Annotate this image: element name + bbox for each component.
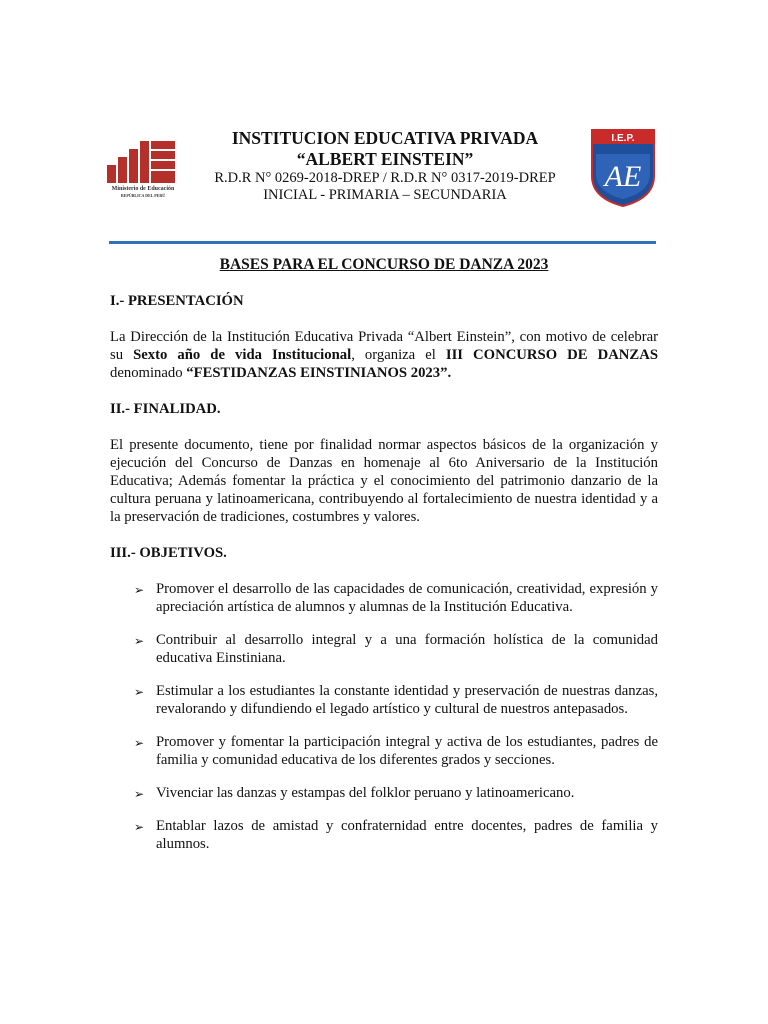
list-item bbox=[110, 733, 658, 769]
presentacion-bold-3: “FESTIDANZAS EINSTINIANOS 2023”. bbox=[186, 365, 452, 381]
resolution-numbers: R.D.R N° 0269-2018-DREP / R.D.R N° 0317-2019-DREP bbox=[214, 170, 556, 186]
objective-text: Promover y fomentar la participación integral y activa de los estudiantes, padres de familia y comunidad educativa de los diferentes grados y secciones. bbox=[156, 734, 658, 768]
objective-text: Contribuir al desarrollo integral y a una formación holística de la comunidad educativa Einstiniana. bbox=[156, 632, 658, 666]
ministry-logo-name: Ministerio de Educación bbox=[111, 186, 175, 192]
ministry-logo-country: REPÚBLICA DEL PERÚ bbox=[120, 193, 166, 198]
crest-letters: AE bbox=[604, 160, 642, 193]
school-type: INSTITUCION EDUCATIVA PRIVADA bbox=[231, 128, 539, 148]
list-item bbox=[110, 817, 658, 853]
list-item bbox=[110, 682, 658, 718]
document-body bbox=[110, 256, 658, 868]
objectives-list bbox=[110, 580, 658, 853]
crest-title: I.E.P. bbox=[611, 133, 635, 144]
list-item bbox=[110, 784, 658, 802]
ministry-of-education-logo bbox=[105, 137, 185, 199]
arrow-bullet-icon: ➢ bbox=[134, 634, 145, 648]
arrow-bullet-icon: ➢ bbox=[134, 820, 145, 834]
list-item bbox=[110, 580, 658, 616]
presentacion-paragraph bbox=[110, 328, 658, 382]
arrow-bullet-icon: ➢ bbox=[134, 736, 145, 750]
arrow-bullet-icon: ➢ bbox=[134, 787, 145, 801]
arrow-bullet-icon: ➢ bbox=[134, 685, 145, 699]
header-divider bbox=[109, 241, 656, 244]
institution-header bbox=[190, 128, 580, 204]
presentacion-text-2: , organiza el bbox=[351, 347, 446, 363]
school-name: “ALBERT EINSTEIN” bbox=[296, 149, 474, 169]
finalidad-paragraph: El presente documento, tiene por finalidad normar aspectos básicos de la organización y ejecución del Concurso de Danzas en homenaje al 6to Aniversario de la Institución Educativa; Además fomentar la práctica y el conocimiento del patrimonio danzario de la cultura peruana y latinoamericana, contribuyendo al fortalecimiento de nuestra identidad y a la preservación de tradiciones, costumbres y valores. bbox=[110, 437, 658, 525]
objective-text: Vivenciar las danzas y estampas del folklor peruano y latinoamericano. bbox=[156, 785, 575, 801]
presentacion-text-1: La Dirección de la Institución Educativa Privada “Albert Einstein”, con motivo de celebrar su bbox=[110, 329, 658, 363]
document-title: BASES PARA EL CONCURSO DE DANZA 2023 bbox=[219, 256, 549, 273]
arrow-bullet-icon: ➢ bbox=[134, 583, 145, 597]
list-item bbox=[110, 631, 658, 667]
objective-text: Entablar lazos de amistad y confraternidad entre docentes, padres de familia y alumnos. bbox=[156, 818, 658, 852]
presentacion-text-3: denominado bbox=[110, 365, 187, 381]
school-crest-logo bbox=[588, 126, 658, 208]
objective-text: Promover el desarrollo de las capacidades de comunicación, creatividad, expresión y apreciación artística de alumnos y alumnas de la Institución Educativa. bbox=[156, 581, 658, 615]
section-heading-finalidad: II.- FINALIDAD. bbox=[110, 401, 221, 417]
objective-text: Estimular a los estudiantes la constante identidad y preservación de nuestras danzas, revalorando y difundiendo el legado artístico y cultural de nuestros antepasados. bbox=[156, 683, 658, 717]
section-heading-presentacion: I.- PRESENTACIÓN bbox=[110, 293, 244, 309]
presentacion-bold-2: III CONCURSO DE DANZAS bbox=[445, 347, 658, 363]
education-levels: INICIAL - PRIMARIA – SECUNDARIA bbox=[263, 187, 507, 203]
section-heading-objetivos: III.- OBJETIVOS. bbox=[110, 545, 227, 561]
presentacion-bold-1: Sexto año de vida Institucional bbox=[133, 347, 352, 363]
